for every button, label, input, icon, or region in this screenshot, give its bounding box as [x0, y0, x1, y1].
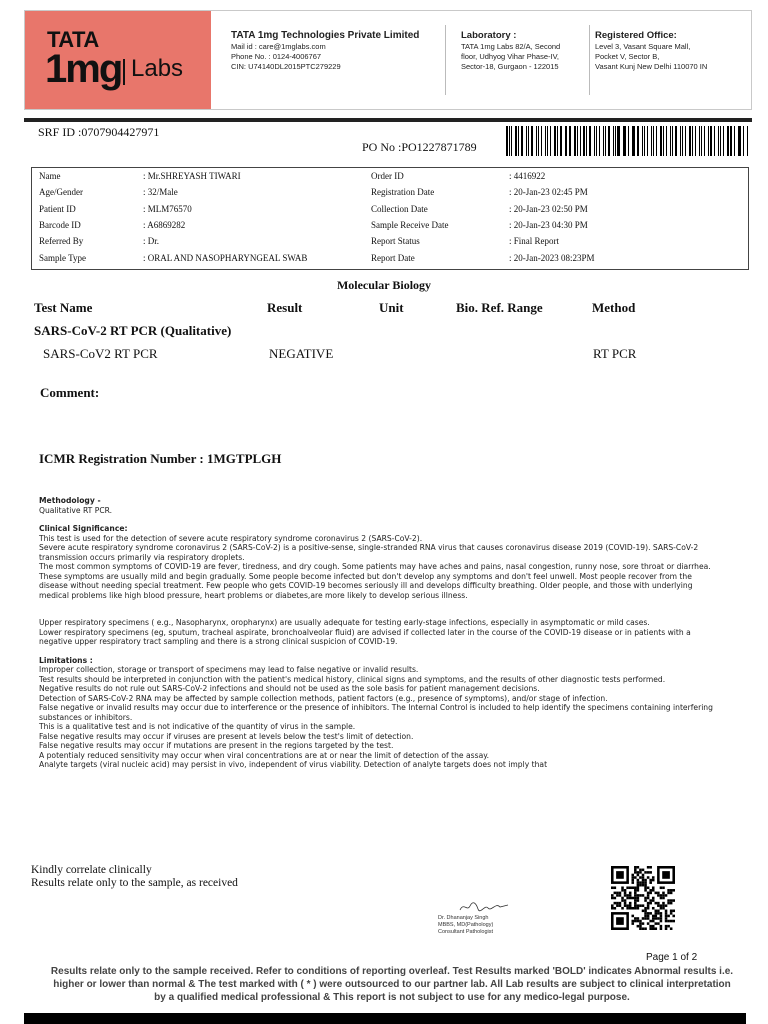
doctor-degree: MBBS, MD(Pathology)	[438, 922, 494, 928]
limitation-item: Analyte targets (viral nucleic acid) may persist in vivo, independent of virus viability. Detection of analyte targets does not imply that	[39, 760, 548, 769]
pathologist-signature-block	[438, 897, 493, 936]
patient-info-box	[31, 167, 749, 270]
info-value: : 20-Jan-23 02:45 PM	[509, 187, 588, 198]
header-rule	[24, 118, 752, 122]
limitation-item: Improper collection, storage or transport of specimens may lead to false negative or invalid results.	[39, 665, 419, 674]
section-title: Molecular Biology	[336, 278, 432, 292]
info-label: Sample Type	[39, 252, 86, 263]
info-value: : Dr.	[143, 236, 160, 247]
col-ref-range: Bio. Ref. Range	[456, 300, 543, 315]
laboratory-info	[461, 29, 587, 72]
info-label: Order ID	[371, 171, 404, 181]
specimen-text: Upper respiratory specimens ( e.g., Nasopharynx, oropharynx) are usually adequate for testing early-stage infections, especially in asymptomatic or mild cases.	[39, 618, 650, 627]
doctor-title: Consultant Pathologist	[438, 929, 494, 935]
methodology-text: Qualitative RT PCR.	[39, 505, 113, 515]
col-result: Result	[267, 300, 303, 315]
interpretation-notes	[39, 496, 719, 770]
registered-line: Level 3, Vasant Square Mall,	[595, 42, 691, 51]
limitation-item: Test results should be interpreted in conjunction with the patient's medical history, clinical signs and symptoms, and the results of other diagnostic tests performed.	[39, 674, 666, 684]
info-value: : Mr.SHREYASH TIWARI	[143, 171, 241, 181]
col-test-name: Test Name	[34, 300, 93, 315]
info-label: Report Date	[371, 252, 415, 263]
methodology-title: Methodology -	[39, 496, 101, 505]
company-mail: Mail id : care@1mglabs.com	[231, 42, 326, 51]
footer-bar	[24, 1013, 746, 1024]
comment-label: Comment:	[40, 385, 100, 400]
info-label: Barcode ID	[39, 219, 81, 230]
info-value: : 4416922	[509, 171, 546, 181]
info-label: Sample Receive Date	[371, 219, 449, 230]
info-label: Report Status	[371, 236, 420, 247]
col-method: Method	[592, 300, 636, 315]
laboratory-title: Laboratory :	[461, 30, 517, 41]
srf-id: SRF ID :0707904427971	[38, 125, 160, 139]
disclaimer: Results relate only to the sample received. Refer to conditions of reporting overleaf. Test Results marked 'BOLD' indicates Abnormal results i.e. higher or lower than normal & The test marked with ( * ) were outsourced to our partner lab. All Lab results are subject to clinical interpretation by a qualified medical professional & This report is not subject to use for any medico-legal purpose.	[50, 966, 734, 1003]
limitation-item: False negative or invalid results may occur due to interference or the presence of inhibitors. The Internal Control is included to help identify the specimens containing interfering substances or inhibitors.	[39, 703, 713, 722]
info-value: : MLM76570	[143, 203, 192, 214]
info-value: : 32/Male	[143, 187, 178, 198]
specimen-text: Lower respiratory specimens (eg, sputum, tracheal aspirate, bronchoalveolar fluid) are advised if collected later in the course of the COVID-19 disease or in patients with a negative upper respiratory tract sampling and there is a strong clinical suspicion of COVID-19.	[39, 627, 691, 646]
info-value: : 20-Jan-2023 08:23PM	[509, 252, 595, 263]
info-value: : 20-Jan-23 04:30 PM	[509, 219, 588, 230]
info-label: Registration Date	[371, 187, 435, 198]
patient-info-row	[39, 171, 744, 187]
registered-line: Vasant Kunj New Delhi 110070 IN	[595, 62, 708, 71]
info-label: Referred By	[39, 236, 84, 247]
limitation-item: A potentialy reduced sensitivity may occur when viral concentrations are at or near the limit of detection of the assay.	[39, 750, 490, 760]
limitations-title: Limitations :	[39, 655, 93, 665]
info-label: Patient ID	[39, 203, 76, 214]
icmr-registration: ICMR Registration Number : 1MGTPLGH	[39, 451, 282, 466]
test-name: SARS-CoV2 RT PCR	[43, 346, 158, 361]
patient-info-row	[39, 220, 744, 236]
patient-info-row	[39, 204, 744, 220]
laboratory-line: floor, Udhyog Vihar Phase-IV,	[461, 52, 559, 61]
clinical-text: The most common symptoms of COVID-19 are fever, tiredness, and dry cough. Some patients may have aches and pains, nasal congestion, runny nose, sore throat or diarrhea. These symptoms are usually mild and begin gradually. Some people become infected but don't develop any symptoms and don't feel unwell. Most people recover from the disease without needing special treatment. Few people who gets COVID-19 becomes seriously ill and develops difficulty breathing. Older people, and those with underlying medical problems like high blood pressure, heart problems or diabetes,are more likely to develop serious illness.	[39, 562, 711, 600]
limitation-item: False negative results may occur if mutations are present in the regions targeted by the test.	[39, 741, 394, 750]
registered-line: Pocket V, Sector B,	[595, 52, 660, 61]
test-group-title: SARS-CoV-2 RT PCR (Qualitative)	[34, 323, 232, 338]
barcode-image	[506, 126, 749, 156]
report-header	[24, 10, 752, 110]
clinical-text: This test is used for the detection of severe acute respiratory syndrome coronavirus 2 (SARS-CoV-2).	[39, 533, 423, 543]
info-value: : 20-Jan-23 02:50 PM	[509, 203, 588, 214]
qr-code-image	[611, 866, 675, 930]
info-value: : A6869282	[143, 219, 186, 230]
po-number: PO No :PO1227871789	[362, 140, 477, 154]
limitation-item: This is a qualitative test and is not indicative of the quantity of virus in the sample.	[39, 722, 356, 731]
correlate-note: Kindly correlate clinically	[31, 864, 152, 876]
test-method: RT PCR	[593, 346, 637, 361]
doctor-name: Dr. Dhananjay Singh	[438, 915, 489, 921]
brand-logo	[25, 11, 211, 109]
col-unit: Unit	[379, 300, 404, 315]
company-phone: Phone No. : 0124-4006767	[231, 52, 322, 61]
clinical-text: Severe acute respiratory syndrome coronavirus 2 (SARS-CoV-2) is a positive-sense, single-stranded RNA virus that causes coronavirus disease 2019 (COVID-19). SARS-CoV-2 transmission occurs primarily via respiratory droplets.	[39, 543, 699, 562]
test-result: NEGATIVE	[269, 346, 334, 361]
brand-separator	[123, 59, 125, 85]
limitation-item: Detection of SARS-CoV-2 RNA may be affected by sample collection methods, patient factors (e.g., presence of symptoms), and/or stage of infection.	[39, 693, 608, 703]
registered-office-info	[595, 29, 745, 72]
laboratory-line: TATA 1mg Labs 82/A, Second	[461, 42, 561, 51]
header-divider	[589, 25, 590, 95]
limitation-item: False negative results may occur if viruses are present at levels below the test's limit of detection.	[39, 731, 414, 741]
patient-info-row	[39, 253, 744, 269]
brand-main: 1mg	[45, 47, 122, 91]
relate-note: Results relate only to the sample, as received	[31, 877, 238, 889]
page-number: Page 1 of 2	[646, 952, 698, 963]
info-value: : Final Report	[509, 236, 559, 247]
info-label: Collection Date	[371, 203, 428, 214]
info-label: Age/Gender	[39, 187, 83, 198]
patient-info-row	[39, 236, 744, 252]
brand-labs: Labs	[131, 55, 184, 82]
laboratory-line: Sector-18, Gurgaon - 122015	[461, 62, 559, 71]
clinical-title: Clinical Significance:	[39, 524, 128, 533]
company-cin: CIN: U74140DL2015PTC279229	[231, 62, 341, 71]
patient-info-row	[39, 187, 744, 203]
info-label: Name	[39, 171, 61, 181]
header-divider	[445, 25, 446, 95]
brand-top: TATA	[47, 27, 99, 52]
limitation-item: Negative results do not rule out SARS-CoV-2 infections and should not be used as the sole basis for patient management decisions.	[39, 684, 540, 693]
company-name: TATA 1mg Technologies Private Limited	[231, 30, 420, 41]
info-value: : ORAL AND NASOPHARYNGEAL SWAB	[143, 252, 308, 263]
footer-notes	[31, 864, 238, 890]
company-info	[231, 29, 443, 72]
registered-title: Registered Office:	[595, 30, 677, 41]
